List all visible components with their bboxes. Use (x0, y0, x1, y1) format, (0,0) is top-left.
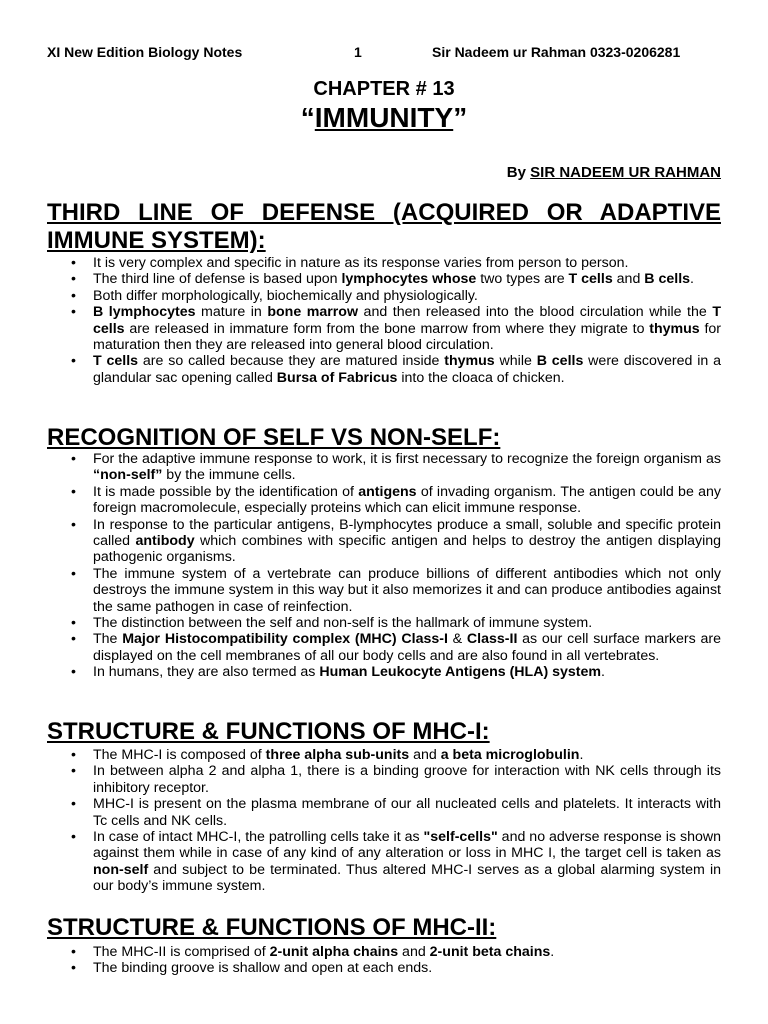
bullet-text: . (690, 271, 694, 288)
bullet-list-third-line-of-defense (47, 255, 721, 386)
bullet-bold-term: lymphocytes whose (341, 271, 477, 288)
bullet-text: In humans, they are also termed as (93, 664, 320, 681)
bullet-item (47, 829, 721, 895)
bullet-text: were discovered in a glandular sac opening called (93, 353, 721, 386)
bullet-item (47, 484, 721, 517)
bullet-text: for maturation then they are released into general blood circulation. (93, 320, 721, 354)
bullet-text: and no adverse response is shown against them while in case of any kind of any alteration or loss in MHC I, the target cell is taken as (93, 829, 721, 862)
bullet-bold-term: antigens (358, 483, 417, 500)
bullet-item (47, 631, 721, 664)
title-text: IMMUNITY (314, 102, 454, 133)
bullet-item (47, 763, 721, 796)
byline (507, 164, 721, 181)
bullet-text: In between alpha 2 and alpha 1, there is a binding groove for interaction with NK cells through its inhibitory receptor. (93, 763, 721, 796)
bullet-text: The third line of defense is based upon (93, 271, 342, 288)
bullet-text: The MHC-II is comprised of (93, 944, 270, 960)
chapter-title (0, 102, 768, 134)
section-heading-mhc-ii: STRUCTURE & FUNCTIONS OF MHC-II: (47, 914, 497, 941)
bullet-item (47, 960, 721, 976)
bullet-bold-term: Human Leukocyte Antigens (HLA) system (319, 664, 602, 681)
page-header (47, 44, 707, 64)
bullet-text: and subject to be terminated. Thus altered MHC-I serves as a global alarming system in our body’s immune system. (93, 861, 721, 895)
bullet-text: and (612, 271, 645, 288)
bullet-item (47, 255, 721, 271)
bullet-text: and (398, 944, 430, 960)
bullet-text: are released in immature form from the bone marrow from where they migrate to (124, 320, 650, 337)
bullet-text: while (494, 353, 537, 370)
bullet-item (47, 747, 721, 763)
bullet-text: by the immune cells. (162, 467, 296, 484)
title-close-quote: ” (453, 102, 468, 133)
bullet-item (47, 566, 721, 615)
bullet-bold-term: Major Histocompatibility complex (MHC) Class-I (122, 631, 448, 648)
bullet-bold-term: B cells (536, 353, 584, 370)
bullet-bold-term: B lymphocytes (93, 304, 196, 321)
bullet-text: The binding groove is shallow and open at each ends. (93, 960, 433, 977)
bullet-text: It is very complex and specific in nature as its response varies from person to person. (93, 255, 629, 271)
section-heading-third-line-of-defense: THIRD LINE OF DEFENSE (ACQUIRED OR ADAPTIVE IMMUNE SYSTEM): (47, 199, 721, 254)
header-page-number: 1 (354, 44, 362, 60)
bullet-text: & (447, 631, 467, 648)
bullet-text: The MHC-I is composed of (93, 747, 266, 763)
bullet-item (47, 288, 721, 304)
bullet-item (47, 304, 721, 353)
bullet-bold-term: Class-II (466, 631, 518, 648)
section-heading-self-vs-non-self: RECOGNITION OF SELF VS NON-SELF: (47, 424, 501, 451)
bullet-text: It is made possible by the identification of (93, 483, 359, 500)
bullet-bold-term: bone marrow (267, 304, 359, 321)
bullet-text: . (550, 944, 555, 960)
bullet-bold-term: thymus (649, 320, 700, 337)
bullet-item (47, 451, 721, 484)
bullet-text: into the cloaca of chicken. (397, 369, 565, 386)
bullet-text: In response to the particular antigens, B-lymphocytes produce a small, soluble and specific protein called (93, 516, 721, 550)
bullet-item (47, 271, 721, 287)
bullet-text: are so called because they are matured inside (138, 353, 445, 370)
bullet-bold-term: T cells (568, 271, 613, 288)
bullet-text: and (409, 747, 441, 763)
bullet-bold-term: three alpha sub-units (265, 747, 410, 763)
bullet-item (47, 796, 721, 829)
bullet-bold-term: T cells (93, 353, 139, 370)
bullet-list-self-vs-non-self (47, 451, 721, 681)
bullet-bold-term: a beta microglobulin (440, 747, 580, 763)
bullet-text: . (601, 664, 605, 681)
bullet-bold-term: “non-self” (93, 467, 163, 484)
bullet-text: For the adaptive immune response to work, it is first necessary to recognize the foreign organism as (93, 451, 721, 467)
bullet-bold-term: antibody (135, 533, 195, 550)
byline-author: SIR NADEEM UR RAHMAN (530, 164, 721, 181)
bullet-item (47, 944, 721, 960)
bullet-list-mhc-i (47, 747, 721, 895)
bullet-bold-term: non-self (93, 861, 149, 878)
section-heading-mhc-i: STRUCTURE & FUNCTIONS OF MHC-I: (47, 718, 490, 745)
bullet-text: The immune system of a vertebrate can produce billions of different antibodies which not only destroys the immune system in this way but it also memorizes it and can produce antibodies against the same pathogen in case of reinfection. (93, 565, 721, 615)
bullet-item (47, 615, 721, 631)
byline-by: By (506, 164, 526, 181)
bullet-text: two types are (476, 271, 569, 288)
title-open-quote: “ (300, 102, 315, 133)
bullet-text: Both differ morphologically, biochemically and physiologically. (93, 287, 478, 304)
chapter-number: CHAPTER # 13 (313, 78, 455, 100)
bullet-list-mhc-ii (47, 944, 721, 977)
bullet-bold-term: Bursa of Fabricus (276, 369, 398, 386)
bullet-text: as our cell surface markers are displayed on the cell membranes of all our body cells and are also found in all vertebrates. (93, 631, 722, 664)
bullet-text: mature in (195, 304, 268, 321)
bullet-text: The (93, 631, 123, 648)
bullet-bold-term: 2-unit beta chains (429, 944, 551, 960)
bullet-text: which combines with specific antigen and helps to destroy the antigen displaying pathogenic organisms. (93, 533, 722, 566)
bullet-text: and then released into the blood circulation while the (358, 304, 713, 321)
bullet-item (47, 353, 721, 386)
bullet-text: The distinction between the self and non-self is the hallmark of immune system. (93, 615, 593, 632)
bullet-bold-term: thymus (444, 353, 495, 370)
bullet-item (47, 664, 721, 680)
bullet-bold-term: "self-cells" (423, 829, 498, 846)
bullet-text: MHC-I is present on the plasma membrane of our all nucleated cells and platelets. It interacts with Tc cells and NK cells. (93, 796, 721, 829)
bullet-bold-term: 2-unit alpha chains (269, 944, 399, 960)
bullet-bold-term: T cells (93, 304, 721, 337)
bullet-item (47, 517, 721, 566)
header-course-title: XI New Edition Biology Notes (47, 44, 243, 60)
bullet-text: In case of intact MHC-I, the patrolling cells take it as (93, 829, 424, 846)
bullet-bold-term: B cells (644, 271, 691, 288)
bullet-text: of invading organism. The antigen could be any foreign macromolecule, especially proteins which can elicit immune response. (93, 483, 721, 517)
bullet-text: . (579, 747, 584, 763)
header-author-contact: Sir Nadeem ur Rahman 0323-0206281 (432, 44, 681, 60)
